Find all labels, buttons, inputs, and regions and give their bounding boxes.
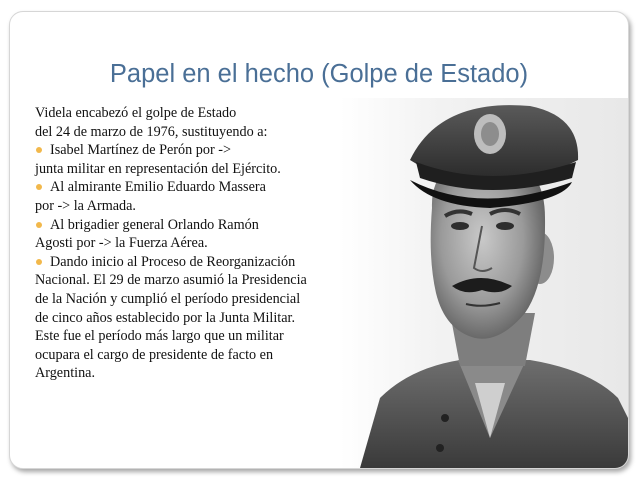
body-line: Videla encabezó el golpe de Estado — [35, 105, 237, 121]
bullet-item — [35, 253, 355, 272]
portrait-military-officer-icon — [340, 98, 628, 468]
body-line: junta militar en representación del Ejército. — [35, 160, 281, 177]
body-line: por -> la Armada. — [35, 197, 136, 214]
bullet-icon — [36, 222, 42, 228]
body-line: Argentina. — [35, 365, 96, 382]
bullet-item-text: Dando inicio al Proceso de Reorganización — [50, 253, 296, 270]
portrait-photo — [340, 98, 628, 468]
body-line: de cinco años establecido por la Junta Militar. — [35, 309, 296, 326]
bullet-item-text: Isabel Martínez de Perón por -> — [50, 142, 231, 159]
slide-body-text — [35, 104, 355, 383]
body-line: Agosti por -> la Fuerza Aérea. — [35, 235, 208, 252]
bullet-icon — [36, 147, 42, 153]
bullet-item — [35, 141, 355, 160]
body-line: Este fue el período más largo que un militar — [35, 328, 284, 345]
bullet-item-text: Al almirante Emilio Eduardo Massera — [50, 179, 266, 196]
slide — [9, 11, 629, 469]
body-line: ocupara el cargo de presidente de facto en — [35, 346, 274, 363]
bullet-item-text: Al brigadier general Orlando Ramón — [50, 216, 259, 233]
slide-title: Papel en el hecho (Golpe de Estado) — [109, 60, 529, 88]
bullet-icon — [36, 184, 42, 190]
body-line: Nacional. El 29 de marzo asumió la Presidencia — [35, 272, 307, 289]
body-line: del 24 de marzo de 1976, sustituyendo a: — [35, 123, 268, 140]
bullet-item — [35, 178, 355, 197]
body-line: de la Nación y cumplió el período presidencial — [35, 290, 301, 307]
bullet-icon — [36, 259, 42, 265]
bullet-item — [35, 216, 355, 235]
